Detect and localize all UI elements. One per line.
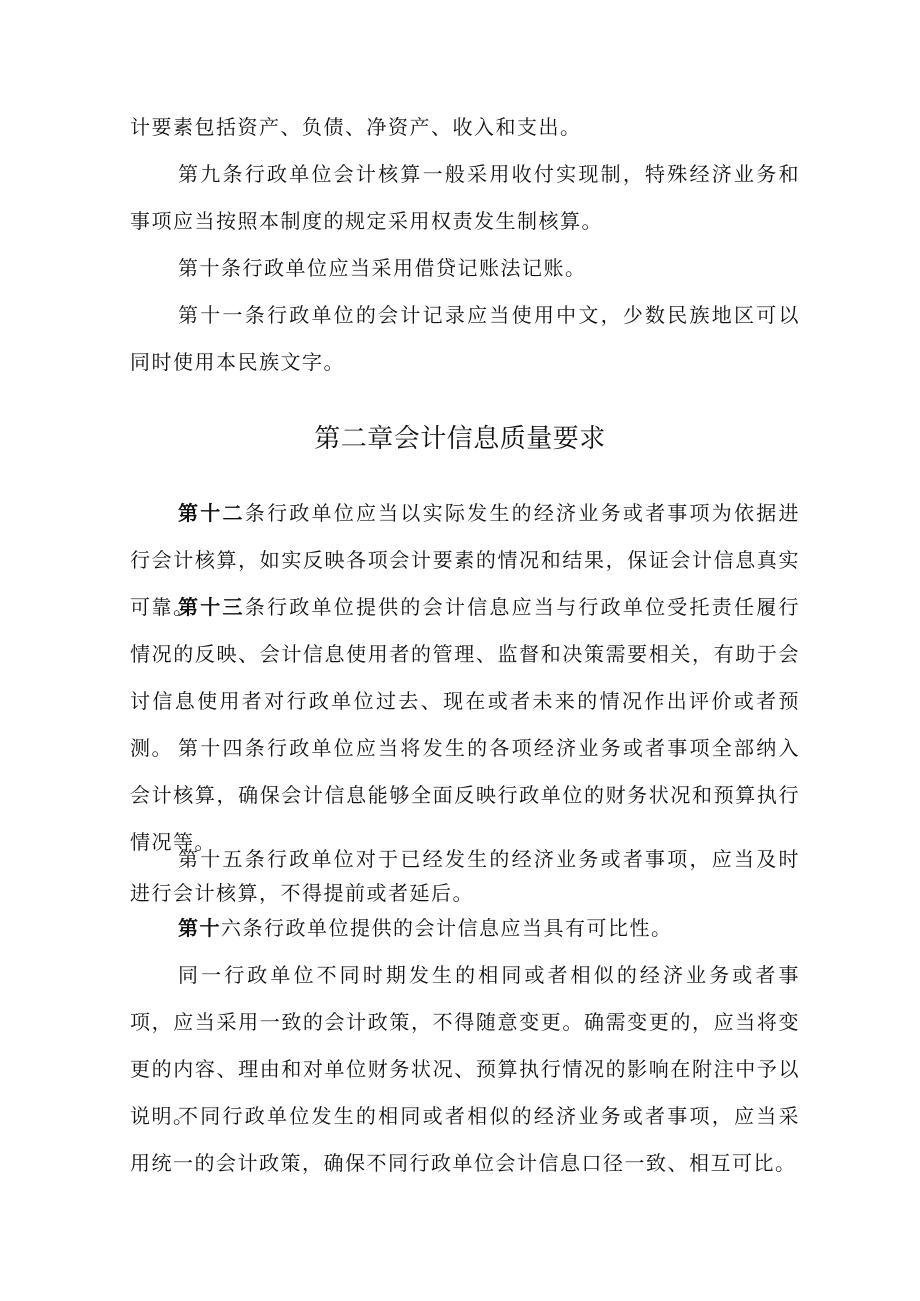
article-12-body: 条行政单位应当以实际发生的经济业务或者事项为依据进行会计核算，如实反映各项会计要素的情况和结果，保证会计信息真实可靠。 [130, 501, 801, 619]
article-13-body: 条行政单位提供的会计信息应当与行政单位受托责任履行情况的反映、会计信息使用者的管理、监督和决策需要相关，有助于会讨信息使用者对行政单位过去、现在或者未来的情况作出评价或者预测。 [130, 595, 801, 760]
article-13-lead: 第十三 [178, 595, 245, 619]
article-15: 第十五条行政单位对于已经发生的经济业务或者事项，应当及时进行会计核算，不得提前或者延后。 [130, 847, 800, 905]
paragraph-comparability: 不同行政单位发生的相同或者相似的经济业务或者事项，应当采用统一的会计政策，确保不同行政单位会计信息口径一致、相互可比。 [130, 1104, 800, 1175]
chapter-title: 第二章会计信息质量要求 [314, 424, 606, 454]
article-14: 第十四条行政单位应当将发生的各项经济业务或者事项全部纳入会计核算，确保会计信息能够全面反映行政单位的财务状况和预算执行情况等。 [130, 736, 800, 854]
article-16-lead: 第十 [178, 916, 221, 940]
paragraph-continuation: 计要素包括资产、负债、净资产、收入和支出。 [130, 115, 582, 139]
article-9: 第九条行政单位会计核算一般采用收付实现制，特殊经济业务和事项应当按照本制度的规定采用权责发生制核算。 [130, 162, 800, 233]
article-12-lead: 第十二 [178, 501, 245, 525]
article-16 [130, 905, 800, 952]
paragraph-consistency: 同一行政单位不同时期发生的相同或者相似的经济业务或者事项，应当采用一致的会计政策，不得随意变更。确需变更的，应当将变更的内容、理由和对单位财务状况、预算执行情况的影响在附注中予以说明。 [130, 963, 800, 1128]
article-16-body: 六条行政单位提供的会计信息应当具有可比性。 [221, 916, 673, 940]
article-11: 第十一条行政单位的会计记录应当使用中文，少数民族地区可以同时使用本民族文字。 [130, 303, 800, 374]
article-10: 第十条行政单位应当采用借贷记账法记账。 [178, 256, 587, 280]
